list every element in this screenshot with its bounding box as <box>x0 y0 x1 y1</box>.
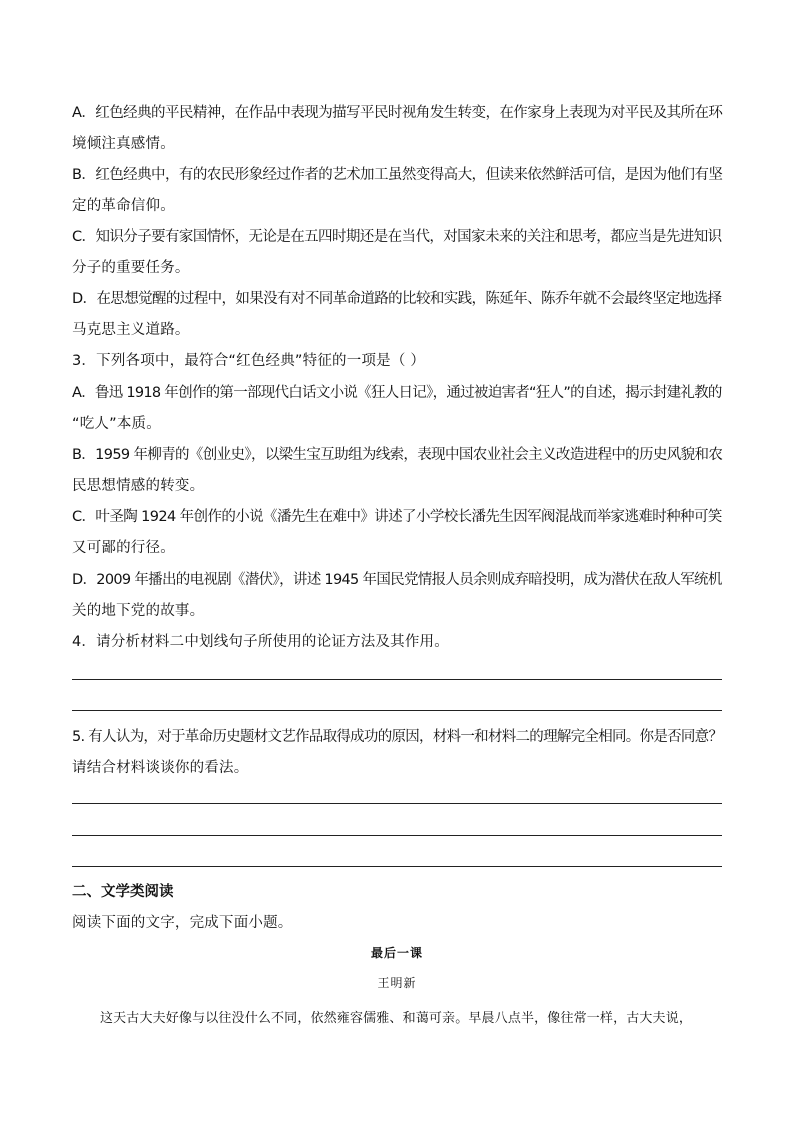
q3-option-d-line2: 关的地下党的故事。 <box>72 603 205 619</box>
q2-option-b-line1: B．红色经典中，有的农民形象经过作者的艺术加工虽然变得高大，但读来依然鲜活可信，是因为他们有坚 <box>72 167 723 183</box>
q3-option-c-line1: C．叶圣陶 1924 年创作的小说《潘先生在难中》讲述了小学校长潘先生因军阀混战而举家逃难时种种可笑 <box>72 509 722 525</box>
q3-option-b-line1: B．1959 年柳青的《创业史》，以梁生宝互助组为线索，表现中国农业社会主义改造进程中的历史风貌和农 <box>72 447 723 463</box>
q2-option-a-line1: A．红色经典的平民精神，在作品中表现为描写平民时视角发生转变，在作家身上表现为对平民及其所在环 <box>72 105 723 121</box>
story-paragraph: 这天古大夫好像与以往没什么不同，依然雍容儒雅、和蔼可亲。早晨八点半，像往常一样，古大夫说， <box>100 1011 693 1026</box>
q3-option-d-line1: D．2009 年播出的电视剧《潜伏》，讲述 1945 年国民党情报人员余则成弃暗投明，成为潜伏在敌人军统机 <box>72 572 722 588</box>
q2-option-d-line2: 马克思主义道路。 <box>72 322 190 338</box>
story-author: 王明新 <box>377 976 417 990</box>
q2-option-c-line1: C．知识分子要有家国情怀，无论是在五四时期还是在当代，对国家未来的关注和思考，都应当是先进知识 <box>72 229 722 245</box>
q3-option-b-line2: 民思想情感的转变。 <box>72 478 205 494</box>
q2-option-b-line2: 定的革命信仰。 <box>72 198 175 214</box>
answer-line <box>72 803 722 804</box>
answer-line <box>72 679 722 680</box>
q2-option-d-line1: D．在思想觉醒的过程中，如果没有对不同革命道路的比较和实践，陈延年、陈乔年就不会最终坚定地选择 <box>72 291 722 307</box>
q5-stem-line2: 请结合材料谈谈你的看法。 <box>72 760 249 776</box>
section-instruction: 阅读下面的文字，完成下面小题。 <box>72 915 293 931</box>
answer-line <box>72 710 722 711</box>
answer-line <box>72 835 722 836</box>
answer-line <box>72 866 722 867</box>
q4-stem: 4．请分析材料二中划线句子所使用的论证方法及其作用。 <box>72 634 449 650</box>
q2-option-a-line2: 境倾注真感情。 <box>72 136 175 152</box>
q2-option-c-line2: 分子的重要任务。 <box>72 260 190 276</box>
q3-option-a-line1: A．鲁迅 1918 年创作的第一部现代白话文小说《狂人日记》，通过被迫害者“狂人”的自述，揭示封建礼教的 <box>72 385 722 401</box>
section-heading: 二、文学类阅读 <box>72 884 174 900</box>
q5-stem-line1: 5. 有人认为，对于革命历史题材文艺作品取得成功的原因，材料一和材料二的理解完全相同。你是否同意？ <box>72 729 723 745</box>
q3-stem: 3．下列各项中，最符合“红色经典”特征的一项是（ ） <box>72 353 426 369</box>
q3-option-a-line2: “吃人”本质。 <box>72 416 161 432</box>
story-title: 最后一课 <box>370 946 423 960</box>
q3-option-c-line2: 又可鄙的行径。 <box>72 540 175 556</box>
